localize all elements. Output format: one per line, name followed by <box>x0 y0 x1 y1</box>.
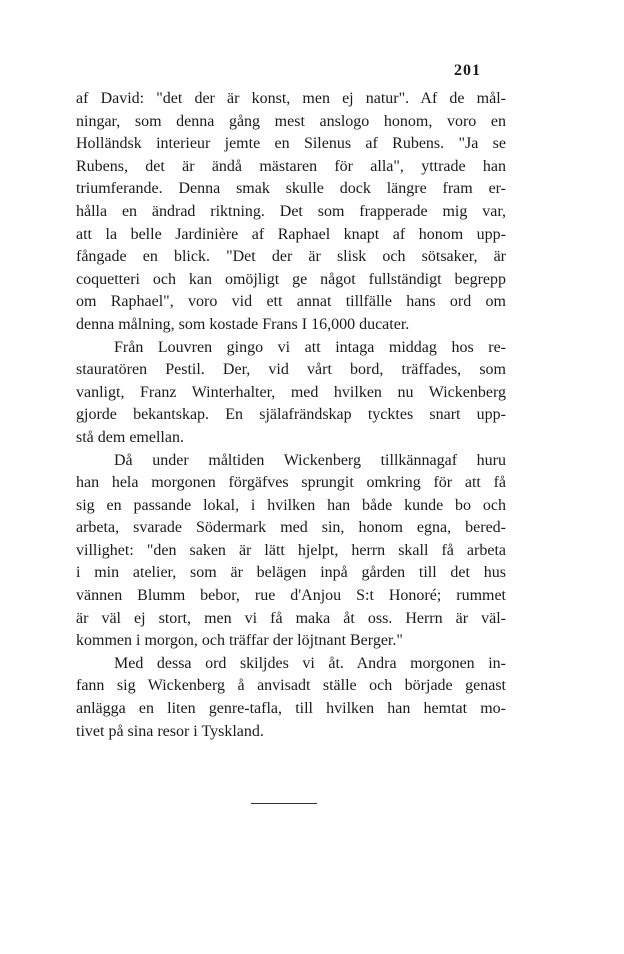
text-line: Från Louvren gingo vi att intaga middag hos re- <box>114 338 506 356</box>
text-line: vännen Blumm bebor, rue d'Anjou S:t Honoré; rummet <box>76 587 506 605</box>
text-line: sig en passande lokal, i hvilken han både kunde bo och <box>76 496 506 514</box>
text-line: anlägga en liten genre-tafla, till hvilken han hemtat mo- <box>76 700 506 718</box>
section-divider <box>251 803 317 804</box>
text-line: Holländsk interieur jemte en Silenus af Rubens. "Ja se <box>76 135 506 153</box>
text-line: att la belle Jardinière af Raphael knapt af honom upp- <box>76 225 506 243</box>
text-line: gjorde bekantskap. En själafrändskap tycktes snart upp- <box>76 406 506 424</box>
text-line: triumferande. Denna smak skulle dock längre fram er- <box>76 180 506 198</box>
text-line: Med dessa ord skiljdes vi åt. Andra morgonen in- <box>114 654 506 672</box>
text-line: Då under måltiden Wickenberg tillkännagaf huru <box>114 451 506 469</box>
text-line: villighet: "den saken är lätt hjelpt, herrn skall få arbeta <box>76 541 506 559</box>
text-line: är väl ej stort, men vi få maka åt oss. Herrn är väl- <box>76 609 506 627</box>
body-text <box>76 88 506 743</box>
text-line: ningar, som denna gång mest anslogo honom, voro en <box>76 112 506 130</box>
text-line: stå dem emellan. <box>76 428 184 446</box>
text-line: tivet på sina resor i Tyskland. <box>76 722 264 740</box>
text-line: hålla en ändrad riktning. Det som frapperade mig var, <box>76 202 506 220</box>
text-line: han hela morgonen förgäfves sprungit omkring för att få <box>76 474 506 492</box>
text-line: stauratören Pestil. Der, vid vårt bord, träffades, som <box>76 361 506 379</box>
text-line: kommen i morgon, och träffar der löjtnant Berger." <box>76 632 403 650</box>
text-line: af David: "det der är konst, men ej natur". Af de mål- <box>76 90 506 107</box>
text-line: denna målning, som kostade Frans I 16,000 ducater. <box>76 315 410 333</box>
page-number: 201 <box>454 62 481 79</box>
text-line: fångade en blick. "Det der är slisk och sötsaker, är <box>76 248 506 266</box>
text-line: i min atelier, som är belägen inpå gården till det hus <box>76 564 506 582</box>
text-line: arbeta, svarade Södermark med sin, honom egna, bered- <box>76 519 506 537</box>
text-line: fann sig Wickenberg å anvisadt ställe och började genast <box>76 677 506 695</box>
text-line: om Raphael", voro vid ett annat tillfälle hans ord om <box>76 293 506 311</box>
text-line: coquetteri och kan omöjligt ge något fullständigt begrepp <box>76 270 506 288</box>
text-line: Rubens, det är ändå mästaren för alla", yttrade han <box>76 157 506 175</box>
text-line: vanligt, Franz Winterhalter, med hvilken nu Wickenberg <box>76 383 506 401</box>
